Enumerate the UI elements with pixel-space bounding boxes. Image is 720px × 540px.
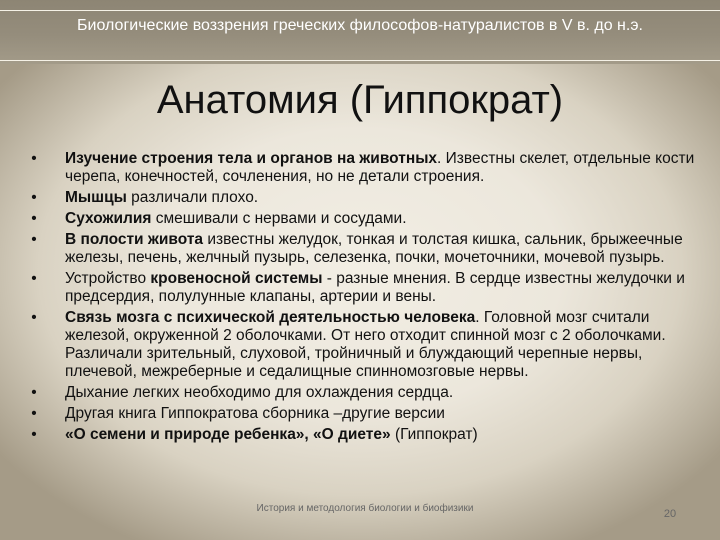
bullet-icon: •	[31, 231, 37, 248]
bullet-text: Устройство	[65, 270, 151, 287]
bullet-bold-text: В полости живота	[65, 231, 204, 248]
bullet-text: - разные мнения. В сердце известны желудочки и предсердия, полулунные клапаны, артерии и вены.	[65, 270, 685, 305]
list-item	[28, 210, 704, 228]
bullet-text: различали плохо.	[126, 189, 259, 206]
slide-title: Анатомия (Гиппократ)	[156, 78, 564, 122]
list-item	[28, 405, 704, 423]
bullet-icon: •	[31, 384, 37, 401]
bullet-icon: •	[31, 309, 37, 326]
bullet-icon: •	[31, 189, 37, 206]
list-item	[28, 309, 704, 381]
list-item	[28, 150, 704, 186]
bullet-text: известны желудок, тонкая и толстая кишка, сальник, брыжеечные железы, печень, желчный пузырь, селезенка, почки, мочеточники, мочевой пузырь.	[65, 231, 683, 266]
bullet-text: . Головной мозг считали железой, окруженной 2 оболочками. От него отходит спинной мозг с 2 оболочками. Различали зрительный, слуховой, тройничный и блуждающий черепные нервы, плечевой, межреберные и седалищные спинномозговые нервы.	[65, 309, 666, 380]
bullet-bold-text: «О семени и природе ребенка», «О диете»	[65, 426, 391, 443]
bullet-text: смешивали с нервами и сосудами.	[151, 210, 407, 227]
footer-text: История и методология биологии и биофизики	[256, 503, 474, 514]
bullet-bold-text: Связь мозга с психической деятельностью человека	[65, 309, 476, 326]
bullet-text: Другая книга Гиппократова сборника –другие версии	[65, 405, 445, 422]
bullet-icon: •	[31, 426, 37, 443]
bullet-text: (Гиппократ)	[390, 426, 478, 443]
list-item	[28, 426, 704, 444]
list-item	[28, 384, 704, 402]
list-item	[28, 189, 704, 207]
header-bar	[0, 0, 720, 64]
bullet-icon: •	[31, 270, 37, 287]
bullet-icon: •	[31, 210, 37, 227]
bullet-bold-text: Мышцы	[65, 189, 127, 206]
bullet-list	[28, 150, 704, 447]
list-item	[28, 270, 704, 306]
bullet-bold-text: кровеносной системы	[150, 270, 323, 287]
header-text: Биологические воззрения греческих философов-натуралистов в V в. до н.э.	[77, 17, 643, 34]
bullet-text: Дыхание легких необходимо для охлаждения сердца.	[65, 384, 454, 401]
bullet-icon: •	[31, 150, 37, 167]
header-line-bottom	[0, 60, 720, 61]
bullet-text: . Известны скелет, отдельные кости черепа, конечностей, сочленения, но не детали строения.	[65, 150, 695, 185]
list-item	[28, 231, 704, 267]
bullet-icon: •	[31, 405, 37, 422]
page-number: 20	[663, 508, 677, 520]
header-line-top	[0, 10, 720, 11]
bullet-bold-text: Сухожилия	[65, 210, 152, 227]
bullet-bold-text: Изучение строения тела и органов на животных	[65, 150, 438, 167]
